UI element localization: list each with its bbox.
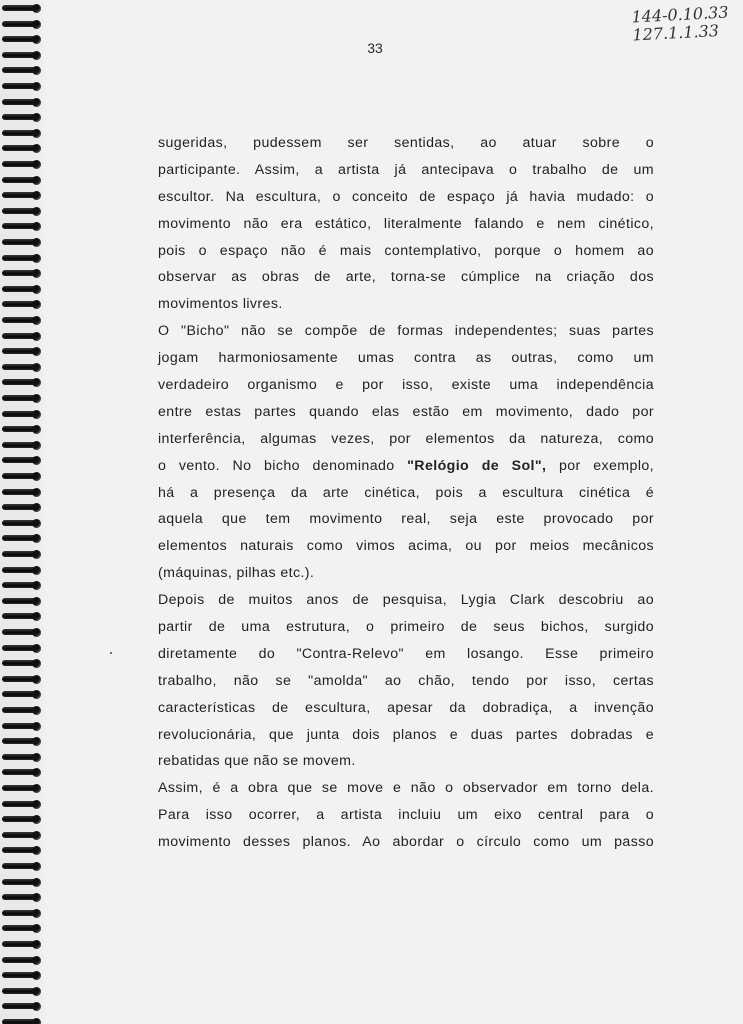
coil-wire xyxy=(2,941,36,947)
binding-coil xyxy=(2,129,42,139)
coil-wire xyxy=(2,816,36,822)
coil-wire xyxy=(2,691,36,697)
paper-speck xyxy=(110,652,112,654)
binding-coil xyxy=(2,378,42,388)
coil-wire xyxy=(2,613,36,619)
punch-hole xyxy=(32,316,41,325)
coil-wire xyxy=(2,255,36,261)
punch-hole xyxy=(32,753,41,762)
binding-coil xyxy=(2,815,42,825)
text-line: movimento desses planos. Ao abordar o círculo como um passo xyxy=(158,834,654,851)
punch-hole xyxy=(32,238,41,247)
coil-wire xyxy=(2,348,36,354)
coil-wire xyxy=(2,239,36,245)
coil-wire xyxy=(2,411,36,417)
page-number: 33 xyxy=(367,40,383,56)
text-line: rebatidas que não se movem. xyxy=(158,753,356,770)
binding-coil xyxy=(2,441,42,451)
binding-coil xyxy=(2,254,42,264)
coil-wire xyxy=(2,426,36,432)
text-line: Para isso ocorrer, a artista incluiu um eixo central para o xyxy=(158,807,654,824)
binding-coil xyxy=(2,800,42,810)
punch-hole xyxy=(32,862,41,871)
binding-coil xyxy=(2,363,42,373)
coil-wire xyxy=(2,832,36,838)
binding-coil xyxy=(2,332,42,342)
text-line-with-bold xyxy=(158,453,654,480)
binding-coil xyxy=(2,1018,42,1024)
coil-wire xyxy=(2,567,36,573)
punch-hole xyxy=(32,940,41,949)
coil-wire xyxy=(2,83,36,89)
coil-wire xyxy=(2,535,36,541)
coil-wire xyxy=(2,301,36,307)
binding-coil xyxy=(2,581,42,591)
binding-coil xyxy=(2,753,42,763)
binding-coil xyxy=(2,690,42,700)
punch-hole xyxy=(32,628,41,637)
punch-hole xyxy=(32,659,41,668)
text-line: revolucionária, que junta dois planos e duas partes dobradas e xyxy=(158,726,654,743)
punch-hole xyxy=(32,909,41,918)
text-segment: o vento. No bicho denominado xyxy=(158,457,408,474)
punch-hole xyxy=(32,191,41,200)
punch-hole xyxy=(32,566,41,575)
punch-hole xyxy=(32,581,41,590)
binding-coil xyxy=(2,909,42,919)
coil-wire xyxy=(2,769,36,775)
binding-coil xyxy=(2,597,42,607)
punch-hole xyxy=(32,722,41,731)
coil-wire xyxy=(2,457,36,463)
page-number-container xyxy=(0,40,743,56)
punch-hole xyxy=(32,768,41,777)
coil-wire xyxy=(2,333,36,339)
text-line: escultor. Na escultura, o conceito de espaço já havia mudado: o xyxy=(158,188,654,205)
punch-hole xyxy=(32,222,41,231)
punch-hole xyxy=(32,113,41,122)
coil-wire xyxy=(2,473,36,479)
punch-hole xyxy=(32,987,41,996)
punch-hole xyxy=(32,956,41,965)
binding-coil xyxy=(2,566,42,576)
binding-coil xyxy=(2,644,42,654)
punch-hole xyxy=(32,519,41,528)
binding-coil xyxy=(2,971,42,981)
coil-wire xyxy=(2,894,36,900)
punch-hole xyxy=(32,815,41,824)
punch-hole xyxy=(32,300,41,309)
punch-hole xyxy=(32,269,41,278)
text-line: Assim, é a obra que se move e não o observador em torno dela. xyxy=(158,780,654,797)
text-line: características de escultura, apesar da dobradiça, a invenção xyxy=(158,699,654,716)
coil-wire xyxy=(2,317,36,323)
coil-wire xyxy=(2,645,36,651)
punch-hole xyxy=(32,378,41,387)
coil-wire xyxy=(2,520,36,526)
punch-hole xyxy=(32,612,41,621)
coil-wire xyxy=(2,1003,36,1009)
binding-coil xyxy=(2,534,42,544)
punch-hole xyxy=(32,878,41,887)
text-line: diretamente do "Contra-Relevo" em losango. Esse primeiro xyxy=(158,645,654,662)
punch-hole xyxy=(32,737,41,746)
punch-hole xyxy=(32,706,41,715)
punch-hole xyxy=(32,129,41,138)
punch-hole xyxy=(32,82,41,91)
binding-coil xyxy=(2,722,42,732)
binding-coil xyxy=(2,285,42,295)
coil-wire xyxy=(2,192,36,198)
binding-coil xyxy=(2,316,42,326)
coil-wire xyxy=(2,130,36,136)
text-line: pois o espaço não é mais contemplativo, porque o homem ao xyxy=(158,242,654,259)
coil-wire xyxy=(2,754,36,760)
text-line: movimentos livres. xyxy=(158,296,283,313)
punch-hole xyxy=(32,394,41,403)
binding-coil xyxy=(2,207,42,217)
punch-hole xyxy=(32,503,41,512)
binding-coil xyxy=(2,66,42,76)
binding-coil xyxy=(2,675,42,685)
text-line: movimento não era estático, literalmente falando e nem cinético, xyxy=(158,215,654,232)
punch-hole xyxy=(32,4,41,13)
punch-hole xyxy=(32,285,41,294)
punch-hole xyxy=(32,363,41,372)
handwritten-line-2: 127.1.1.33 xyxy=(631,21,720,45)
coil-wire xyxy=(2,177,36,183)
coil-wire xyxy=(2,5,36,11)
punch-hole xyxy=(32,550,41,559)
binding-coil xyxy=(2,940,42,950)
binding-coil xyxy=(2,831,42,841)
coil-wire xyxy=(2,738,36,744)
coil-wire xyxy=(2,208,36,214)
punch-hole xyxy=(32,332,41,341)
text-line: verdadeiro organismo e por isso, existe uma independência xyxy=(158,377,654,394)
punch-hole xyxy=(32,98,41,107)
text-line: participante. Assim, a artista já antecipava o trabalho de um xyxy=(158,161,654,178)
coil-wire xyxy=(2,395,36,401)
punch-hole xyxy=(32,924,41,933)
binding-coil xyxy=(2,1002,42,1012)
punch-hole xyxy=(32,675,41,684)
binding-coil xyxy=(2,20,42,30)
bold-title-relogio-de-sol: "Relógio de Sol", xyxy=(407,457,547,474)
coil-wire xyxy=(2,972,36,978)
coil-wire xyxy=(2,379,36,385)
coil-wire xyxy=(2,223,36,229)
binding-coil xyxy=(2,144,42,154)
punch-hole xyxy=(32,254,41,263)
binding-coil xyxy=(2,628,42,638)
binding-coil xyxy=(2,347,42,357)
coil-wire xyxy=(2,364,36,370)
text-line: elementos naturais como vimos acima, ou por meios mecânicos xyxy=(158,538,654,555)
punch-hole xyxy=(32,846,41,855)
binding-coil xyxy=(2,956,42,966)
coil-wire xyxy=(2,99,36,105)
coil-wire xyxy=(2,785,36,791)
binding-coil xyxy=(2,98,42,108)
text-line: sugeridas, pudessem ser sentidas, ao atuar sobre o xyxy=(158,135,654,151)
binding-coil xyxy=(2,924,42,934)
coil-wire xyxy=(2,863,36,869)
punch-hole xyxy=(32,893,41,902)
punch-hole xyxy=(32,800,41,809)
text-segment: por exemplo, xyxy=(546,457,654,474)
text-line: observar as obras de arte, torna-se cúmplice na criação dos xyxy=(158,269,654,286)
binding-coil xyxy=(2,82,42,92)
binding-coil xyxy=(2,269,42,279)
coil-wire xyxy=(2,676,36,682)
spiral-binding xyxy=(0,0,48,1024)
coil-wire xyxy=(2,879,36,885)
body-text xyxy=(158,130,654,856)
text-line: (máquinas, pilhas etc.). xyxy=(158,565,315,582)
text-line: entre estas partes quando elas estão em movimento, dado por xyxy=(158,403,654,420)
text-line: aquela que tem movimento real, seja este provocado por xyxy=(158,511,654,528)
punch-hole xyxy=(32,347,41,356)
coil-wire xyxy=(2,598,36,604)
coil-wire xyxy=(2,1019,36,1024)
punch-hole xyxy=(32,144,41,153)
binding-coil xyxy=(2,488,42,498)
binding-coil xyxy=(2,878,42,888)
coil-wire xyxy=(2,988,36,994)
punch-hole xyxy=(32,971,41,980)
text-line: há a presença da arte cinética, pois a escultura cinética é xyxy=(158,484,654,501)
coil-wire xyxy=(2,801,36,807)
binding-coil xyxy=(2,191,42,201)
binding-coil xyxy=(2,238,42,248)
punch-hole xyxy=(32,784,41,793)
binding-coil xyxy=(2,550,42,560)
binding-coil xyxy=(2,456,42,466)
binding-coil xyxy=(2,893,42,903)
punch-hole xyxy=(32,207,41,216)
text-line: interferência, algumas vezes, por elementos da natureza, como xyxy=(158,430,654,447)
coil-wire xyxy=(2,21,36,27)
punch-hole xyxy=(32,66,41,75)
coil-wire xyxy=(2,442,36,448)
punch-hole xyxy=(32,410,41,419)
coil-wire xyxy=(2,145,36,151)
handwritten-line-1: 144-0.10.33 xyxy=(631,2,729,27)
binding-coil xyxy=(2,222,42,232)
punch-hole xyxy=(32,456,41,465)
handwritten-reference-note xyxy=(631,3,730,44)
punch-hole xyxy=(32,441,41,450)
coil-wire xyxy=(2,489,36,495)
coil-wire xyxy=(2,67,36,73)
coil-wire xyxy=(2,925,36,931)
binding-coil xyxy=(2,846,42,856)
binding-coil xyxy=(2,862,42,872)
binding-coil xyxy=(2,176,42,186)
binding-coil xyxy=(2,737,42,747)
binding-coil xyxy=(2,113,42,123)
coil-wire xyxy=(2,910,36,916)
coil-wire xyxy=(2,286,36,292)
coil-wire xyxy=(2,504,36,510)
binding-coil xyxy=(2,706,42,716)
punch-hole xyxy=(32,534,41,543)
binding-coil xyxy=(2,503,42,513)
binding-coil xyxy=(2,160,42,170)
punch-hole xyxy=(32,160,41,169)
binding-coil xyxy=(2,659,42,669)
coil-wire xyxy=(2,957,36,963)
coil-wire xyxy=(2,270,36,276)
binding-coil xyxy=(2,784,42,794)
binding-coil xyxy=(2,472,42,482)
binding-coil xyxy=(2,519,42,529)
coil-wire xyxy=(2,707,36,713)
binding-coil xyxy=(2,612,42,622)
binding-coil xyxy=(2,768,42,778)
punch-hole xyxy=(32,690,41,699)
punch-hole xyxy=(32,488,41,497)
binding-coil xyxy=(2,394,42,404)
coil-wire xyxy=(2,723,36,729)
binding-coil xyxy=(2,987,42,997)
binding-coil xyxy=(2,410,42,420)
punch-hole xyxy=(32,472,41,481)
punch-hole xyxy=(32,644,41,653)
punch-hole xyxy=(32,1002,41,1011)
text-line: trabalho, não se "amolda" ao chão, tendo por isso, certas xyxy=(158,672,654,689)
punch-hole xyxy=(32,1018,41,1024)
coil-wire xyxy=(2,582,36,588)
binding-coil xyxy=(2,425,42,435)
coil-wire xyxy=(2,551,36,557)
binding-coil xyxy=(2,300,42,310)
punch-hole xyxy=(32,176,41,185)
text-line: O "Bicho" não se compõe de formas independentes; suas partes xyxy=(158,323,654,340)
punch-hole xyxy=(32,831,41,840)
binding-coil xyxy=(2,4,42,14)
text-line: partir de uma estrutura, o primeiro de seus bichos, surgido xyxy=(158,619,654,636)
coil-wire xyxy=(2,161,36,167)
punch-hole xyxy=(32,20,41,29)
punch-hole xyxy=(32,597,41,606)
coil-wire xyxy=(2,114,36,120)
coil-wire xyxy=(2,660,36,666)
text-line: Depois de muitos anos de pesquisa, Lygia Clark descobriu ao xyxy=(158,592,654,609)
punch-hole xyxy=(32,425,41,434)
coil-wire xyxy=(2,629,36,635)
text-line: jogam harmoniosamente umas contra as outras, como um xyxy=(158,350,654,367)
coil-wire xyxy=(2,847,36,853)
